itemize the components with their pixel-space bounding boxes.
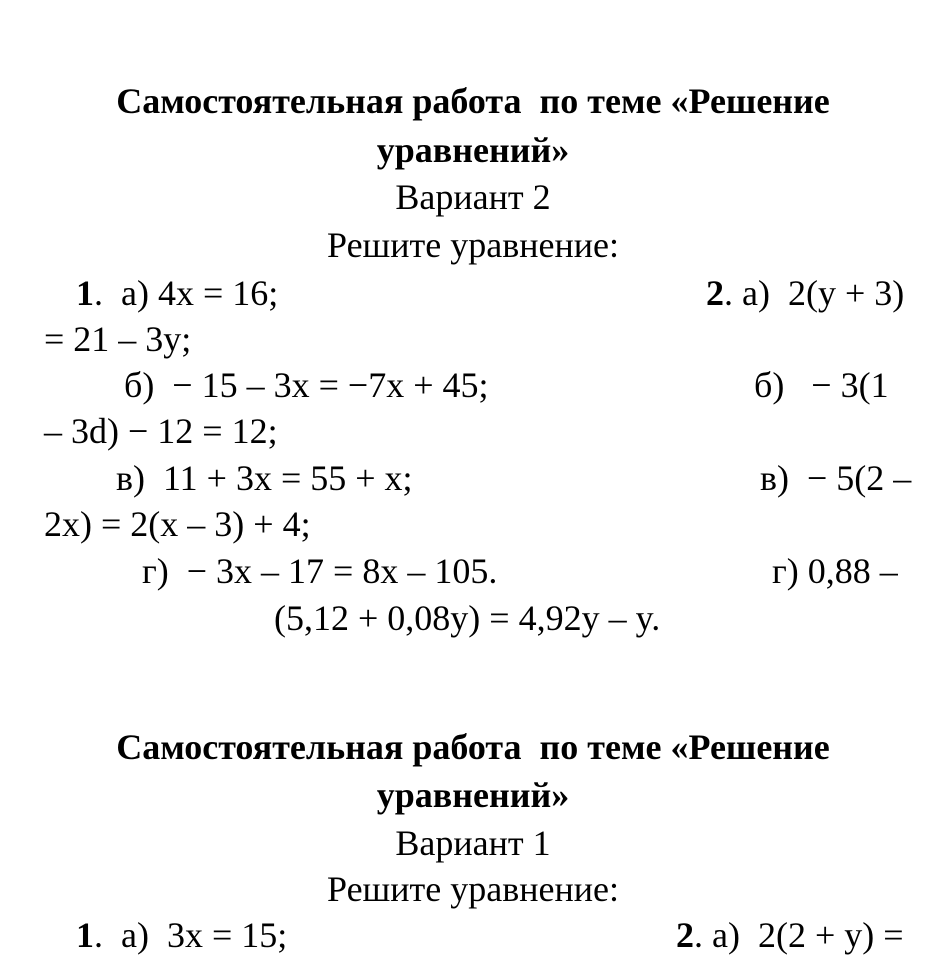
v1-task1-number: 1 <box>76 915 94 955</box>
v2-task1-a-text: . а) 4x = 16; <box>94 273 279 313</box>
v1-title-line2: уравнений» <box>376 775 570 815</box>
v2-task2-c-start: в) − 5(2 – <box>760 458 912 498</box>
v2-task2-d-start: г) 0,88 – <box>772 551 898 591</box>
v2-task1-a <box>76 270 278 316</box>
v2-task2-number: 2 <box>706 273 724 313</box>
v2-task2-b-end: – 3d) − 12 = 12; <box>44 411 278 451</box>
v2-task2-a-end: = 21 – 3y; <box>44 319 192 359</box>
v2-task2-d-end: (5,12 + 0,08y) = 4,92y – y. <box>274 598 661 638</box>
v1-task1-a-text: . а) 3x = 15; <box>94 915 288 955</box>
v1-variant-label: Вариант 1 <box>395 823 551 863</box>
v1-task2-a-start-text: . а) 2(2 + y) = <box>694 915 904 955</box>
v2-task1-number: 1 <box>76 273 94 313</box>
v2-task2-a-start <box>706 270 904 316</box>
v1-instruction: Решите уравнение: <box>327 869 619 909</box>
v2-task2-c-end: 2x) = 2(x – 3) + 4; <box>44 504 311 544</box>
v1-task2-number: 2 <box>676 915 694 955</box>
v2-task1-b: б) − 15 – 3x = −7x + 45; <box>124 365 489 405</box>
v1-task1-a <box>76 912 287 958</box>
v2-variant-label: Вариант 2 <box>395 177 551 217</box>
v2-title-line2: уравнений» <box>376 130 570 170</box>
v2-task2-a-start-text: . а) 2(y + 3) <box>724 273 905 313</box>
v2-task1-d: г) − 3x – 17 = 8x – 105. <box>142 551 498 591</box>
v2-title-line1: Самостоятельная работа по теме «Решение <box>116 81 830 121</box>
v1-title-line1: Самостоятельная работа по теме «Решение <box>116 727 830 767</box>
v2-task1-c: в) 11 + 3x = 55 + x; <box>116 458 413 498</box>
v2-task2-b-start: б) − 3(1 <box>754 365 889 405</box>
v1-task2-a-start <box>676 912 904 958</box>
v2-instruction: Решите уравнение: <box>327 225 619 265</box>
